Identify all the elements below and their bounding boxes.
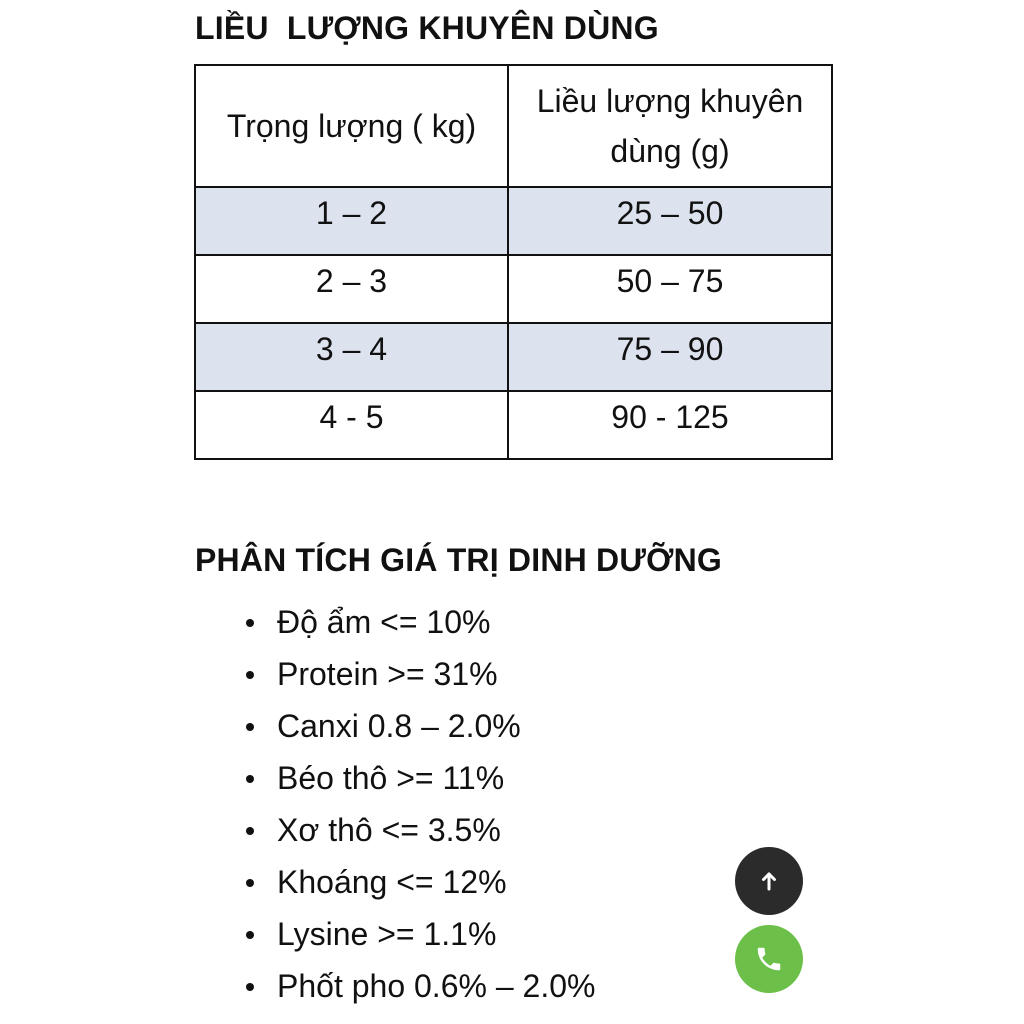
bullet-icon: [246, 671, 254, 679]
dosage-table: [194, 64, 833, 460]
list-item: [240, 858, 595, 910]
list-item-text: Protein >= 31%: [277, 656, 498, 692]
amount-cell: 25 – 50: [508, 187, 832, 255]
list-item-text: Phốt pho 0.6% – 2.0%: [277, 968, 596, 1004]
list-item: [240, 598, 595, 650]
bullet-icon: [246, 879, 254, 887]
amount-cell: 90 - 125: [508, 391, 832, 459]
list-item-text: Lysine >= 1.1%: [277, 916, 497, 952]
bullet-icon: [246, 983, 254, 991]
list-item-text: Độ ẩm <= 10%: [277, 604, 491, 640]
table-row: [195, 187, 832, 255]
list-item-text: Xơ thô <= 3.5%: [277, 812, 501, 848]
list-item-text: Béo thô >= 11%: [277, 760, 505, 796]
list-item-text: Khoáng <= 12%: [277, 864, 507, 900]
list-item: [240, 754, 595, 806]
table-row: [195, 323, 832, 391]
bullet-icon: [246, 827, 254, 835]
bullet-icon: [246, 619, 254, 627]
weight-cell: 3 – 4: [195, 323, 508, 391]
dosage-heading: LIỀU LƯỢNG KHUYÊN DÙNG: [195, 10, 659, 46]
dosage-table-header-row: [195, 65, 832, 187]
nutrition-list: [240, 598, 595, 1014]
amount-cell: 50 – 75: [508, 255, 832, 323]
bullet-icon: [246, 723, 254, 731]
call-button[interactable]: [735, 925, 803, 993]
nutrition-heading: PHÂN TÍCH GIÁ TRỊ DINH DƯỠNG: [195, 542, 722, 578]
phone-icon: [754, 944, 784, 974]
arrow-up-icon: [757, 869, 781, 893]
weight-cell: 2 – 3: [195, 255, 508, 323]
bullet-icon: [246, 931, 254, 939]
weight-cell: 4 - 5: [195, 391, 508, 459]
amount-cell: 75 – 90: [508, 323, 832, 391]
list-item: [240, 650, 595, 702]
bullet-icon: [246, 775, 254, 783]
list-item: [240, 806, 595, 858]
list-item: [240, 962, 595, 1014]
table-row: [195, 255, 832, 323]
list-item-text: Canxi 0.8 – 2.0%: [277, 708, 521, 744]
weight-column-header: Trọng lượng ( kg): [195, 65, 508, 187]
list-item: [240, 702, 595, 754]
weight-cell: 1 – 2: [195, 187, 508, 255]
scroll-to-top-button[interactable]: [735, 847, 803, 915]
table-row: [195, 391, 832, 459]
list-item: [240, 910, 595, 962]
amount-column-header: Liều lượng khuyên dùng (g): [508, 65, 832, 187]
